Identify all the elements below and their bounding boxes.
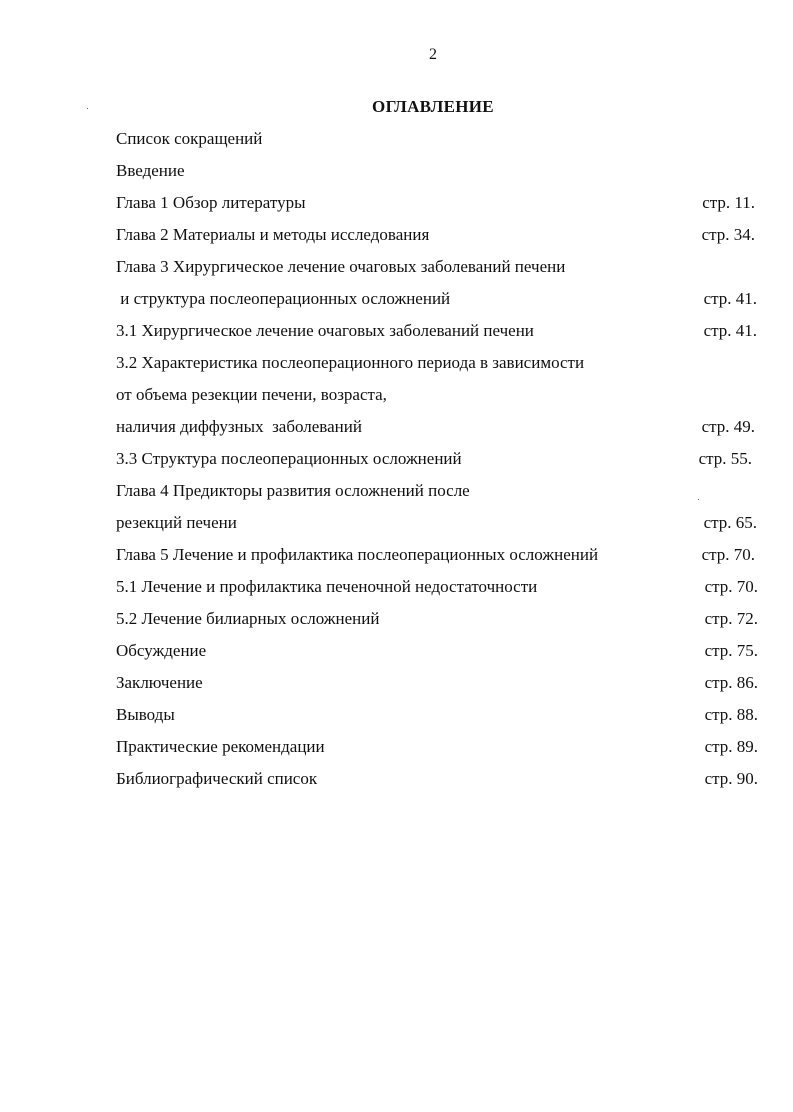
toc-entry-label: Заключение — [116, 673, 203, 692]
toc-entry-label: Список сокращений — [116, 129, 263, 148]
page-title: ОГЛАВЛЕНИЕ — [372, 97, 494, 116]
toc-entry-label: Глава 2 Материалы и методы исследования — [116, 225, 430, 244]
toc-entry-page: стр. 86. — [704, 673, 758, 692]
toc-entry-label: наличия диффузных заболеваний — [116, 417, 362, 436]
toc-entry-page: стр. 72. — [704, 609, 758, 628]
toc-entry-page: стр. 75. — [704, 641, 758, 660]
toc-entry-label: Введение — [116, 161, 185, 180]
toc-entry-label: резекций печени — [116, 513, 237, 532]
toc-entry-label: 3.1 Хирургическое лечение очаговых заболеваний печени — [116, 321, 534, 340]
toc-entry-page: стр. 41. — [703, 321, 757, 340]
scan-speck — [698, 499, 699, 500]
toc-entry-label: 3.3 Структура послеоперационных осложнений — [116, 449, 462, 468]
toc-entry-page: стр. 88. — [704, 705, 758, 724]
toc-entry-label: 3.2 Характеристика послеоперационного периода в зависимости — [116, 353, 585, 372]
toc-entry-page: стр. 70. — [704, 577, 758, 596]
toc-entry-label: Глава 4 Предикторы развития осложнений после — [116, 481, 470, 500]
toc-entry-label: 5.1 Лечение и профилактика печеночной недостаточности — [116, 577, 538, 596]
toc-entry-label: и структура послеоперационных осложнений — [116, 289, 451, 308]
toc-entry-label: Глава 3 Хирургическое лечение очаговых заболеваний печени — [116, 257, 566, 276]
toc-entry-label: 5.2 Лечение билиарных осложнений — [116, 609, 380, 628]
toc-entry-label: Обсуждение — [116, 641, 207, 660]
toc-entry-page: стр. 34. — [701, 225, 755, 244]
toc-entry-page: стр. 55. — [698, 449, 752, 468]
toc-entry-label: Библиографический список — [116, 769, 318, 788]
toc-entry-page: стр. 89. — [704, 737, 758, 756]
toc-entry-label: Выводы — [116, 705, 175, 724]
toc-entry-page: стр. 90. — [704, 769, 758, 788]
toc-entry-page: стр. 49. — [701, 417, 755, 436]
toc-entry-label: Глава 1 Обзор литературы — [116, 193, 306, 212]
toc-entry-label: Практические рекомендации — [116, 737, 325, 756]
toc-entry-label: Глава 5 Лечение и профилактика послеоперационных осложнений — [116, 545, 599, 564]
toc-entry-page: стр. 11. — [702, 193, 755, 212]
toc-entry-page: стр. 41. — [703, 289, 757, 308]
toc-entry-page: стр. 65. — [703, 513, 757, 532]
toc-entry-label: от объема резекции печени, возраста, — [116, 385, 387, 404]
toc-entry-page: стр. 70. — [701, 545, 755, 564]
page-number: 2 — [429, 46, 437, 63]
scan-speck — [87, 108, 88, 109]
